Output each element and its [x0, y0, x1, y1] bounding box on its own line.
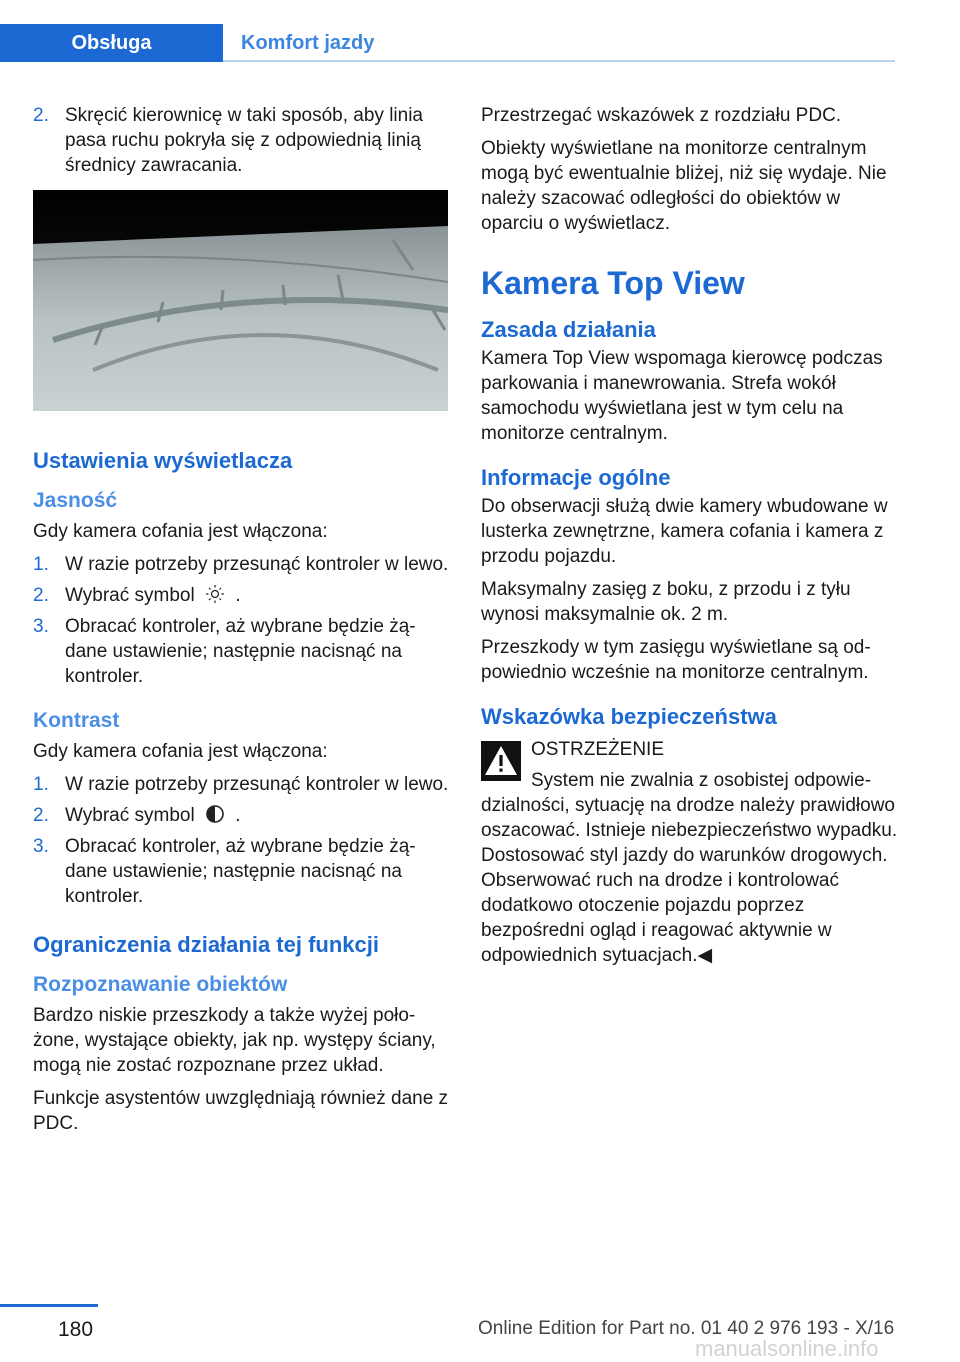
list-number: 2. [33, 805, 49, 826]
heading-general-info: Informacje ogólne [481, 465, 671, 490]
tab-section-komfort-jazdy[interactable]: Komfort jazdy [241, 31, 375, 54]
recognition-paragraph-2: Funkcje asystentów uwzględniają również dane z PDC. [33, 1088, 449, 1134]
pdc-reference: Przestrzegać wskazówek z rozdziału PDC. [481, 105, 842, 126]
list-text: Obracać kontroler, aż wybrane będzie żądane ustawienie; następnie nacisnąć na kontroler. [65, 616, 416, 687]
list-item [33, 583, 451, 608]
heading-top-view-camera: Kamera Top View [481, 265, 745, 301]
warning-block [481, 737, 901, 968]
heading-safety-note: Wskazówka bezpieczeństwa [481, 704, 777, 729]
general-paragraph-2: Maksymalny zasięg z boku, z przodu i z tyłu wynosi maksymalnie ok. 2 m. [481, 579, 851, 625]
list-number: 3. [33, 616, 49, 637]
list-text: W razie potrzeby przesunąć kontroler w lewo. [65, 774, 449, 795]
brightness-intro: Gdy kamera cofania jest włączona: [33, 521, 328, 542]
list-text: Wybrać symbol [65, 805, 195, 826]
heading-contrast: Kontrast [33, 709, 120, 732]
heading-principle: Zasada działania [481, 317, 656, 342]
principle-paragraph: Kamera Top View wspomaga kierowcę podczas parkowania i manewrowania. Strefa wokół samochodu wyświetlana jest w tym celu na monitorze centralnym. [481, 348, 883, 444]
list-text: W razie potrzeby przesunąć kontroler w lewo. [65, 554, 449, 575]
list-text: Obracać kontroler, aż wybrane będzie żądane ustawienie; następnie nacisnąć na kontroler. [65, 836, 416, 907]
warning-text: System nie zwalnia z osobistej odpowiedzialności, sytuację na drodze należy prawidłowo oszacować. Istnieje niebezpieczeństwo wypadku. Dostosować styl jazdy do warunków drogowych. Obserwować ruch na drodze i kontrolować dodatkowo otoczenie pojazdu poprzez bezpośredni ogląd i reagować aktywnie w odpowiednich sytuacjach.◀ [481, 770, 898, 966]
heading-object-recognition: Rozpoznawanie obiektów [33, 973, 288, 996]
brightness-sun-icon [200, 584, 230, 604]
header-tabbar [0, 24, 895, 62]
camera-view-image [33, 190, 448, 411]
contrast-intro: Gdy kamera cofania jest włączona: [33, 741, 328, 762]
recognition-paragraph: Bardzo niskie przeszkody a także wyżej położone, wystające obiekty, jak np. występy ściany, mogą nie zostać rozpoznane przez układ. [33, 1005, 436, 1076]
list-item [33, 103, 451, 178]
list-item [33, 772, 451, 797]
warning-title: OSTRZEŻENIE [531, 739, 665, 760]
heading-function-limits: Ograniczenia działania tej funkcji [33, 932, 379, 957]
page-number-bar [0, 1304, 98, 1307]
contrast-icon [200, 804, 230, 824]
list-text-end: . [235, 585, 241, 606]
left-column [33, 103, 451, 1144]
general-paragraph-3: Przeszkody w tym zasięgu wyświetlane są odpowiednio wcześnie na monitorze centralnym. [481, 637, 871, 683]
watermark: manualsonline.info [695, 1336, 879, 1361]
list-item [33, 834, 451, 909]
list-item [33, 614, 451, 689]
list-item [33, 803, 451, 828]
tab-section-obsluga[interactable]: Obsługa [0, 24, 223, 62]
list-number: 3. [33, 836, 49, 857]
list-number: 1. [33, 774, 49, 795]
distance-note: Obiekty wyświetlane na monitorze centralnym mogą być ewentualnie bliżej, niż się wydaje. Nie należy szacować odległości do obiektów w oparciu o wyświetlacz. [481, 138, 887, 234]
header-divider [223, 60, 895, 62]
list-text: Skręcić kierownicę w taki sposób, aby linia pasa ruchu pokryła się z odpowiednią linią średnicy zawracania. [65, 105, 423, 176]
list-number: 1. [33, 554, 49, 575]
heading-display-settings: Ustawienia wyświetlacza [33, 448, 293, 473]
list-number: 2. [33, 105, 49, 126]
list-text-end: . [235, 805, 241, 826]
heading-brightness: Jasność [33, 489, 118, 512]
list-text: Wybrać symbol [65, 585, 195, 606]
right-column [481, 103, 901, 976]
general-paragraph-1: Do obserwacji służą dwie kamery wbudowane w lusterka zewnętrzne, kamera cofania i kamera z przodu pojazdu. [481, 496, 888, 567]
warning-triangle-icon [481, 741, 521, 781]
edition-footer: Online Edition for Part no. 01 40 2 976 193 - X/16 [478, 1318, 895, 1339]
page-number: 180 [58, 1318, 94, 1341]
list-item [33, 552, 451, 577]
list-number: 2. [33, 585, 49, 606]
